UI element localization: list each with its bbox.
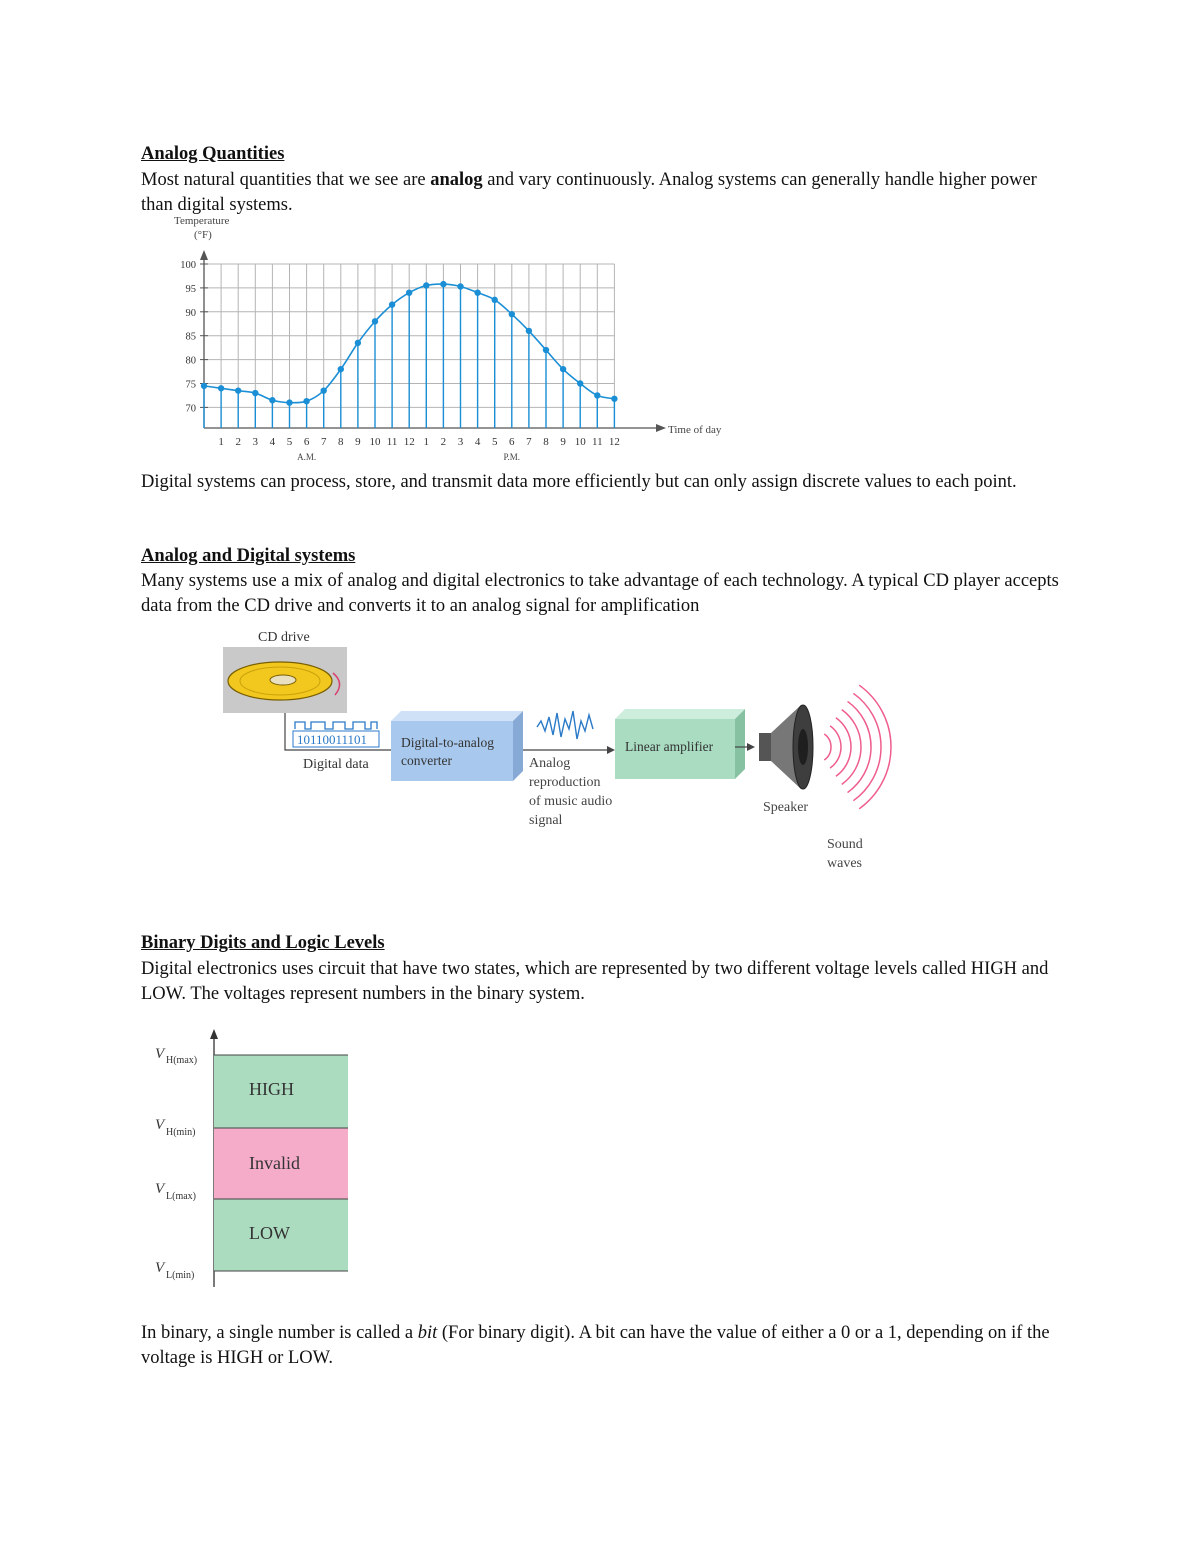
x-tick-label: 7 bbox=[526, 436, 532, 448]
heading-binary-digits: Binary Digits and Logic Levels bbox=[141, 933, 385, 953]
pm-label: P.M. bbox=[503, 452, 521, 462]
text-run: (For binary digit). A bit can have the value of either a 0 or a 1, depending on if the voltage is HIGH or LOW. bbox=[141, 1323, 1050, 1368]
text-run: and vary continuously. Analog systems can generally handle higher power than digital systems. bbox=[141, 170, 1037, 215]
data-point bbox=[560, 366, 566, 372]
x-tick-label: 5 bbox=[491, 436, 498, 448]
vh-max-sub: H(max) bbox=[166, 1055, 198, 1066]
x-tick-label: 1 bbox=[218, 436, 224, 448]
data-point bbox=[269, 397, 275, 403]
invalid-label: Invalid bbox=[249, 1153, 300, 1173]
data-point bbox=[235, 387, 241, 393]
x-tick-label: 11 bbox=[386, 436, 398, 448]
y-tick-label: 75 bbox=[185, 379, 196, 391]
logic-levels-diagram bbox=[145, 1025, 385, 1295]
y-tick-label: 90 bbox=[185, 307, 196, 319]
data-point bbox=[492, 297, 498, 303]
data-point bbox=[406, 289, 412, 295]
sound-wave-arc bbox=[836, 718, 851, 777]
y-tick-label: 70 bbox=[185, 403, 196, 415]
amplifier-label: Linear amplifier bbox=[625, 739, 714, 754]
temperature-chart bbox=[160, 212, 760, 462]
bold-analog: analog bbox=[430, 170, 483, 190]
speaker-label: Speaker bbox=[763, 800, 809, 815]
vl-max-sub: L(max) bbox=[166, 1191, 196, 1202]
x-tick-label: 11 bbox=[592, 436, 603, 448]
data-point bbox=[338, 366, 344, 372]
y-tick-label: 80 bbox=[185, 355, 196, 367]
x-tick-label: 10 bbox=[369, 436, 381, 448]
data-point bbox=[355, 340, 361, 346]
y-tick-label: 85 bbox=[185, 331, 196, 343]
sound-label-line1: Sound bbox=[827, 837, 863, 852]
data-point bbox=[543, 347, 549, 353]
cd-drive-label: CD drive bbox=[258, 630, 310, 645]
vh-min-sub: H(min) bbox=[166, 1127, 196, 1138]
x-tick-label: 2 bbox=[440, 436, 447, 448]
data-point bbox=[321, 387, 327, 393]
data-point bbox=[252, 390, 258, 396]
high-label: HIGH bbox=[249, 1079, 294, 1099]
analog-label-line1: Analog bbox=[529, 756, 571, 771]
text-run: Most natural quantities that we see are bbox=[141, 170, 431, 190]
y-tick-label: 100 bbox=[180, 260, 196, 271]
paragraph-logic-levels: Digital electronics uses circuit that have two states, which are represented by two different voltage levels called HIGH and LOW. The voltages represent numbers in the binary system. bbox=[141, 959, 1049, 1004]
text-run: In binary, a single number is called a bbox=[141, 1323, 418, 1343]
x-tick-label: 7 bbox=[320, 436, 327, 448]
x-tick-label: 3 bbox=[457, 436, 464, 448]
data-point bbox=[526, 328, 532, 334]
bits-label: 10110011101 bbox=[297, 732, 368, 747]
analog-label-line3: of music audio bbox=[529, 794, 613, 809]
chart-labels bbox=[174, 215, 722, 462]
x-tick-label: 10 bbox=[574, 436, 586, 448]
digital-data-label: Digital data bbox=[303, 757, 369, 772]
y-axis-arrow-icon bbox=[200, 250, 208, 260]
x-tick-label: 4 bbox=[474, 436, 481, 448]
x-tick-label: 6 bbox=[303, 436, 310, 448]
x-tick-label: 8 bbox=[338, 436, 344, 448]
x-tick-label: 1 bbox=[423, 436, 430, 448]
chart-stems bbox=[204, 284, 614, 428]
paragraph-mixed-systems: Many systems use a mix of analog and digital electronics to take advantage of each technology. A typical CD player accepts data from the CD drive and converts it to an analog signal for amplification bbox=[141, 571, 1059, 616]
data-point bbox=[594, 392, 600, 398]
vl-min-sub: L(min) bbox=[166, 1270, 195, 1281]
data-point bbox=[201, 383, 207, 389]
x-axis-arrow-icon bbox=[656, 424, 666, 432]
data-point bbox=[474, 289, 480, 295]
y-axis-label-line1: Temperature bbox=[174, 215, 230, 227]
data-point bbox=[286, 399, 292, 405]
x-tick-label: 8 bbox=[543, 436, 549, 448]
heading-analog-digital-systems: Analog and Digital systems bbox=[141, 546, 356, 566]
data-point bbox=[440, 281, 446, 287]
analog-label-line2: reproduction bbox=[529, 775, 601, 790]
dac-box bbox=[391, 721, 513, 781]
x-tick-label: 4 bbox=[269, 436, 276, 448]
data-point bbox=[611, 396, 617, 402]
low-label: LOW bbox=[249, 1223, 290, 1243]
data-point bbox=[218, 385, 224, 391]
x-axis-label: Time of day bbox=[668, 424, 722, 436]
vh-max-v: V bbox=[155, 1046, 165, 1062]
data-point bbox=[509, 311, 515, 317]
axis-arrow-icon bbox=[210, 1029, 218, 1039]
square-wave-icon bbox=[295, 722, 377, 729]
am-label: A.M. bbox=[297, 452, 317, 462]
paragraph-analog-intro bbox=[141, 168, 1061, 218]
sound-waves-icon bbox=[824, 685, 891, 809]
x-tick-label: 2 bbox=[235, 436, 241, 448]
sound-label-line2: waves bbox=[827, 856, 862, 871]
vl-min-v: V bbox=[155, 1260, 165, 1276]
chart-axes bbox=[200, 250, 666, 432]
x-tick-label: 9 bbox=[355, 436, 361, 448]
paragraph-digital-systems: Digital systems can process, store, and transmit data more efficiently but can only assign discrete values to each point. bbox=[141, 472, 1017, 492]
data-point bbox=[577, 380, 583, 386]
sound-wave-arc bbox=[824, 734, 831, 760]
y-tick-label: 95 bbox=[185, 283, 196, 295]
y-axis-label-line2: (°F) bbox=[194, 229, 212, 241]
x-tick-label: 12 bbox=[403, 436, 415, 448]
speaker-icon bbox=[759, 705, 813, 789]
x-tick-label: 6 bbox=[509, 436, 515, 448]
dac-label-line2: converter bbox=[401, 753, 452, 768]
x-tick-label: 9 bbox=[560, 436, 566, 448]
data-point bbox=[372, 318, 378, 324]
italic-bit: bit bbox=[417, 1323, 438, 1343]
heading-analog-quantities: Analog Quantities bbox=[141, 144, 285, 164]
dac-label-line1: Digital-to-analog bbox=[401, 735, 494, 750]
analog-label-line4: signal bbox=[529, 813, 563, 828]
vl-max-v: V bbox=[155, 1181, 165, 1197]
x-tick-label: 12 bbox=[608, 436, 620, 448]
analog-wave-icon bbox=[537, 711, 593, 739]
sound-wave-arc bbox=[830, 726, 841, 768]
data-point bbox=[423, 282, 429, 288]
data-point bbox=[303, 398, 309, 404]
x-tick-label: 3 bbox=[252, 436, 259, 448]
data-point bbox=[457, 283, 463, 289]
cd-player-diagram bbox=[215, 625, 915, 875]
data-point bbox=[389, 301, 395, 307]
x-tick-label: 5 bbox=[286, 436, 293, 448]
paragraph-bit-definition bbox=[141, 1321, 1061, 1371]
vh-min-v: V bbox=[155, 1117, 165, 1133]
